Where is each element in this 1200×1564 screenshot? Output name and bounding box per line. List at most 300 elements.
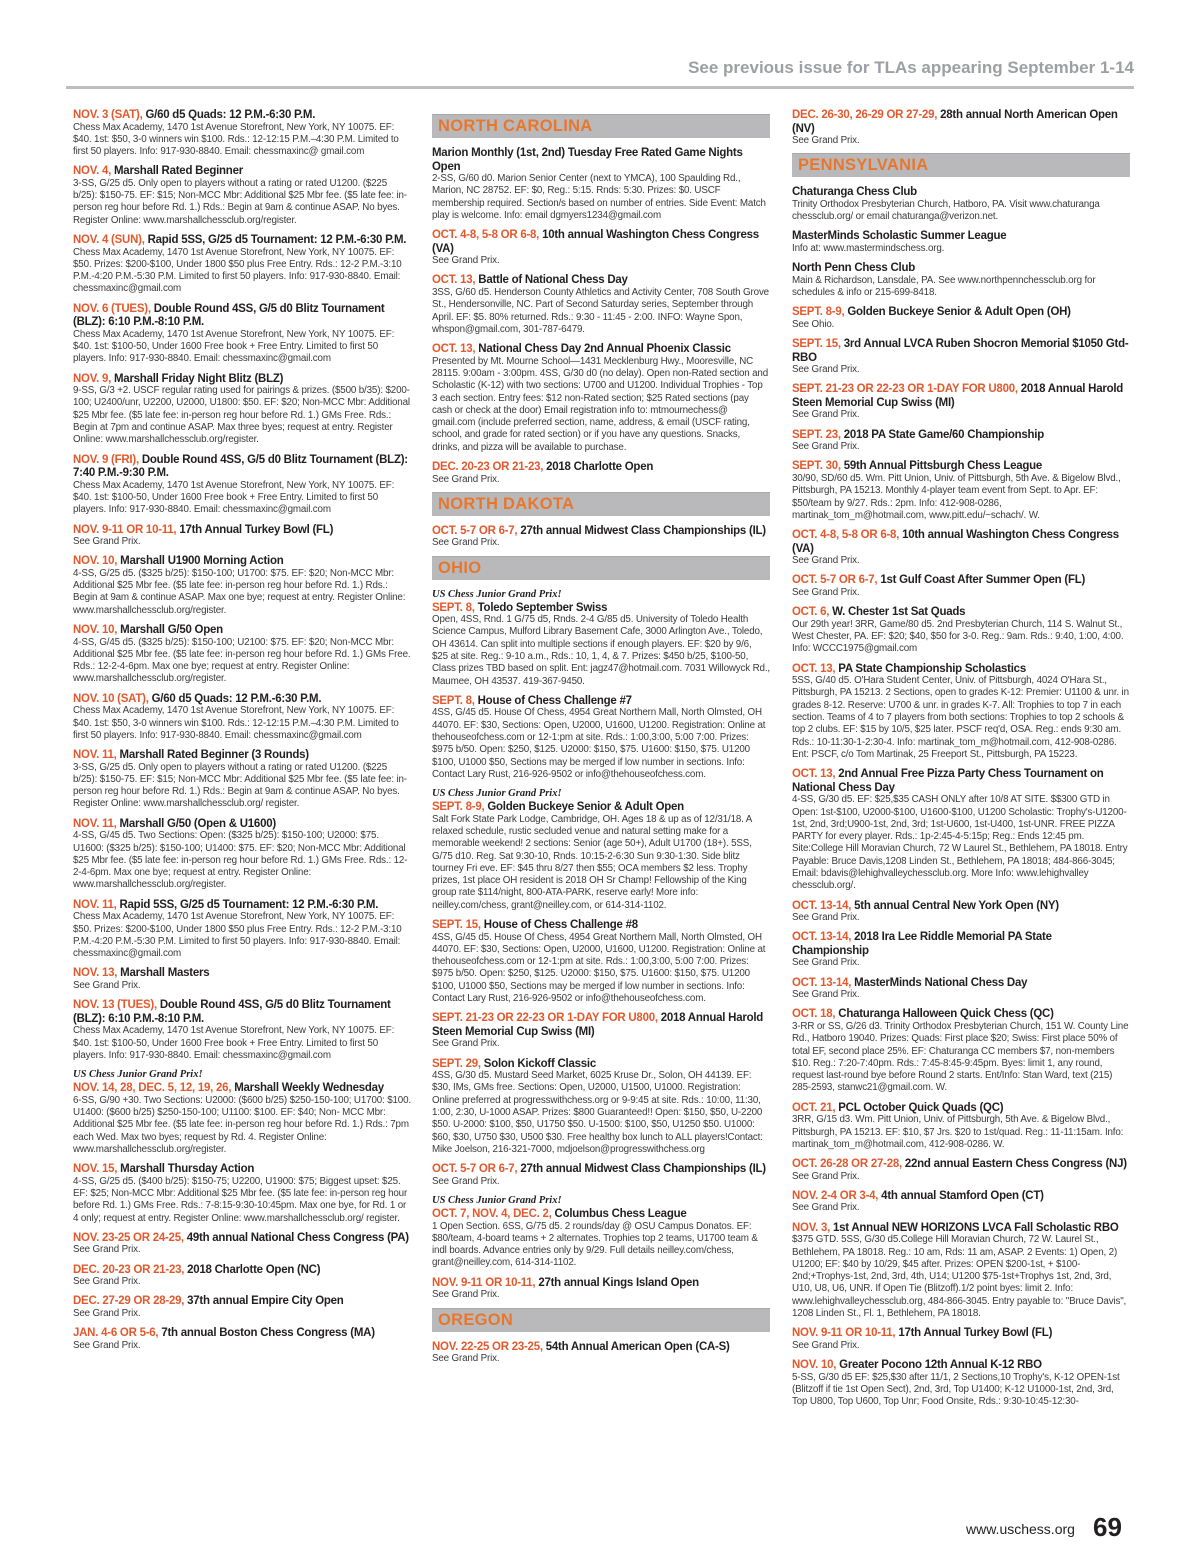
event-date: NOV. 9-11 OR 10-11, [792, 1325, 896, 1340]
event-name: G/60 d5 Quads: 12 P.M.-6:30 P.M. [142, 108, 316, 121]
event-listing [792, 573, 1130, 599]
event-name: 2nd Annual Free Pizza Party Chess Tournament on National Chess Day [792, 766, 1104, 794]
event-details: 5SS, G/40 d5. O'Hara Student Center, Univ. of Pittsburgh, 4024 O'Hara St., Pittsburgh, PA 15213. 2 Sections, open to grades K-12: Premier: U1100 & unr. in grades 8-12. Reserve: U700 & unr. in grades K-7. All: Trophies to top 7 in each section. Teams of 4 to 7 players from both sections: Trophies to top 2 schools & top 2 clubs. EF: $15 by 10/5, $25 later. PSCF req'd, OSA. Reg.: ends 9:30 am. Rds.: 10-11:30-1-2:30-4. Info: martinak_tom_m@hotmail.com, 412-908-0286. Ent: PSCF, c/o Tom Martinak, 25 Freeport St., Pittsburgh, PA 15223. [792, 675, 1129, 760]
event-title [792, 108, 1129, 135]
event-listing [73, 623, 411, 686]
event-listing [792, 1157, 1130, 1183]
event-details: Open, 4SS, Rnd. 1 G/75 d5, Rnds. 2-4 G/85 d5. University of Toledo Health Science Campus, Mulford Library Basement Cafe, 3000 Arlington Ave., Toledo, OH 43614. Can split into multiple sections if enough players. EF: $20 by 9/6, $25 at site. Reg.: 9-10 a.m., Rds.: 10, 1, 4, & 7. Prizes: $450 b/25, $100-50, Class prizes TBD based on split. Ent: jagz47@hotmail.com. 7031 Willowyck Rd., Maumee, OH 43537. 419-367-9450. [432, 614, 770, 687]
event-details: 4-SS, G/45 d5. Two Sections: Open: ($325 b/25): $150-100; U2000: $75. U1600: ($325 b/25): $150-100; U1400: $75. EF: $20; Non-MCC Mbr: Additional $25 Mbr fee. ($5 late fee: in-person reg hour before Rd. 1.) GMs Free. Rds.: 12-2-4-6pm. Max one bye; request at entry. Register Online: www.marshallchessclub.org/register. [73, 830, 408, 891]
event-details: See Grand Prix. [432, 1289, 500, 1301]
event-date: OCT. 13-14, [792, 897, 852, 912]
event-details: See Grand Prix. [432, 255, 500, 267]
event-date: NOV. 15, [73, 1161, 118, 1176]
event-name: Golden Buckeye Senior & Adult Open [484, 799, 684, 814]
event-title [792, 261, 1129, 275]
event-date: SEPT. 30, [792, 458, 841, 473]
event-title [432, 1011, 769, 1038]
event-listing [432, 588, 770, 688]
event-date: SEPT. 8-9, [432, 799, 485, 814]
event-details: 4-SS, G/25 d5. ($325 b/25): $150-100; U1700: $75. EF: $20; Non-MCC Mbr: Additional $25 Mbr fee. ($5 late fee: in-person reg hour before Rd. 1.) Rds.: Begin at 9am & continue ASAP. Max one bye; request at entry. Register Online: www.marshallchessclub.org/register. [73, 567, 406, 616]
event-date: SEPT. 8-9, [792, 304, 845, 319]
event-title [73, 966, 410, 980]
event-name: 10th annual Washington Chess Congress (VA) [432, 227, 759, 255]
event-details: 4SS, G/45 d5. House Of Chess, 4954 Great Northern Mall, North Olmsted, OH 44070. EF: $30, Sections: Open, U2000, U1600, U1200. Registration: Online at thehouseofchess.com or 12-1:pm at site. Rds.: 1:00,3:00, 5:00 7:00. Prizes: $975 b/50. Open: $250, $125. U2000: $150, $75. U1600: $150, $75. U1200 $100, U1000 $50, Sections may be merged if low number in sections. Info: Contact Lary Rust, 216-926-9502 or info@thehouseofchess.com. [432, 931, 766, 1005]
event-date: OCT. 18, [792, 1006, 836, 1021]
event-details: See Grand Prix. [792, 555, 860, 567]
event-date: OCT. 13, [792, 660, 836, 675]
event-date: JAN. 4-6 OR 5-6, [73, 1325, 159, 1340]
event-date: NOV. 13, [73, 965, 118, 980]
header-rule [66, 86, 1134, 89]
event-name: 2018 Annual Harold Steen Memorial Cup Swiss (MI) [792, 381, 1124, 409]
event-details: See Grand Prix. [432, 473, 500, 485]
event-details: 3SS, G/60 d5. Henderson County Athletics and Activity Center, 708 South Grove St., Hendersonville, NC. Part of Second Saturday series, September through April. EF: $5. 80% returned. Rds.: 9:30 - 11:45 - 2:00. INFO: Wayne Spon, whspon@gmail.com, 301-787-6479. [432, 286, 769, 335]
event-listing [792, 899, 1130, 925]
event-name: Golden Buckeye Senior & Adult Open (OH) [844, 304, 1071, 319]
event-listing [73, 233, 411, 296]
event-title [432, 1057, 769, 1071]
event-title [73, 623, 410, 637]
event-listing [792, 605, 1130, 655]
event-name: North Penn Chess Club [792, 260, 916, 275]
event-title [792, 662, 1129, 676]
event-date: OCT. 13, [792, 766, 836, 781]
event-listing [432, 273, 770, 336]
event-details: Trinity Orthodox Presbyterian Church, Hatboro, PA. Visit www.chaturanga chessclub.org/ or email chaturanga@verizon.net. [792, 198, 1100, 223]
event-name: 17th Annual Turkey Bowl (FL) [176, 521, 334, 536]
event-listing [73, 302, 411, 366]
event-listing [73, 1263, 411, 1289]
event-title [792, 767, 1129, 794]
event-date: OCT. 21, [792, 1099, 836, 1114]
event-details: See Grand Prix. [73, 1276, 141, 1288]
event-listing [432, 1276, 770, 1302]
event-listing [792, 1358, 1130, 1408]
event-title [792, 1157, 1129, 1171]
column-2 [432, 108, 770, 1498]
event-listing [792, 428, 1130, 454]
event-date: NOV. 9, [73, 370, 112, 385]
event-name: Marshall Weekly Wednesday [231, 1080, 384, 1095]
event-listing [792, 528, 1130, 567]
event-name: 1st Annual NEW HORIZONS LVCA Fall Scholastic RBO [830, 1219, 1119, 1234]
event-title [73, 1162, 410, 1176]
event-title [432, 342, 769, 356]
event-date: NOV. 22-25 OR 23-25, [432, 1338, 543, 1353]
event-date: SEPT. 21-23 OR 22-23 OR 1-DAY FOR U800, [432, 1010, 658, 1025]
event-listing [792, 108, 1130, 147]
event-date: OCT. 5-7 OR 6-7, [432, 1161, 518, 1176]
event-date: SEPT. 21-23 OR 22-23 OR 1-DAY FOR U800, [792, 381, 1018, 396]
event-name: 4th annual Stamford Open (CT) [878, 1187, 1044, 1202]
event-name: 2018 Charlotte Open (NC) [184, 1261, 321, 1276]
event-listing [792, 337, 1130, 376]
event-title [73, 233, 410, 247]
event-details: See Grand Prix. [432, 1038, 500, 1050]
event-listing [432, 694, 770, 781]
event-title [73, 1231, 410, 1245]
event-title [432, 1340, 769, 1354]
event-listing [73, 1294, 411, 1320]
event-details: 4-SS, G/30 d5. EF: $25,$35 CASH ONLY after 10/8 AT SITE. $$300 GTD in Open: 1st-$100, U2000-$100, U1600-$100, U1200 Scholastic: Trophy's-U1200-1st, 2nd, 3rd;U900-1st, 2nd, 3rd; 1st-U600, 1st-U400, 1st-UNR. FREE PIZZA PARTY for every player. Rds.: 1p-2:45-4-5:15p; Reg.: Ends 12:45 pm. Site:College Hill Moravian Church, 72 W Laurel St., Bethlehem, PA 18018. Entry Payable: Bruce Davis,1208 Linden St., Bethlehem, PA 18018; 484-866-3045; Email: bdavis@lehighvalleychessclub.org. More Info: www.lehighvalley chessclub.org/. [792, 794, 1128, 892]
event-name: 22nd annual Eastern Chess Congress (NJ) [901, 1156, 1127, 1171]
event-listing [73, 1326, 411, 1352]
event-listing [432, 342, 770, 454]
event-date: SEPT. 15, [792, 336, 841, 351]
event-date: NOV. 9-11 OR 10-11, [73, 521, 177, 536]
event-name: Double Round 4SS, G/5 d0 Blitz Tournament (BLZ): 6:10 P.M.-8:10 P.M. [73, 300, 385, 329]
event-listing [73, 898, 411, 961]
event-details: See Grand Prix. [432, 1175, 500, 1187]
event-name: Rapid 5SS, G/25 d5 Tournament: 12 P.M.-6:30 P.M. [144, 232, 407, 247]
event-name: Marshall Thursday Action [117, 1161, 255, 1176]
event-listing [792, 976, 1130, 1002]
event-details: 1 Open Section. 6SS, G/75 d5. 2 rounds/day @ OSU Campus Donatos. EF: $80/team, 4-board teams + 2 alternates. Trophies top 2 teams, U1700 team & indl boards. Advance entries only by 9/29. Full details neilley.com/chess, grant@neilley.com, 614-314-1102. [432, 1220, 758, 1269]
column-1 [73, 108, 411, 1498]
event-details: See Grand Prix. [792, 135, 860, 146]
event-title [792, 1221, 1129, 1235]
event-name: PCL October Quick Quads (QC) [835, 1099, 1004, 1114]
event-listing [792, 930, 1130, 969]
footer-url: www.uschess.org [966, 1521, 1075, 1537]
event-listing [73, 453, 411, 517]
event-name: 27th annual Kings Island Open [535, 1274, 699, 1289]
event-details: 2-SS, G/60 d0. Marion Senior Center (next to YMCA), 100 Spaulding Rd., Marion, NC 28752. EF: $0, Reg.: 5:15. Rnds: 5:30. Prizes: $0. USCF membership required. Section/s based on number of entries. Side Event: Match play is welcome. Info: email dgmyers1234@gmail.com [432, 173, 766, 221]
event-name: Double Round 4SS, G/5 d0 Blitz Tournament (BLZ): 6:10 P.M.-8:10 P.M. [73, 997, 391, 1025]
event-name: Double Round 4SS, G/5 d0 Blitz Tournament (BLZ): 7:40 P.M.-9:30 P.M. [73, 451, 408, 480]
event-name: Marshall Friday Night Blitz (BLZ) [111, 370, 284, 385]
event-date: NOV. 9-11 OR 10-11, [432, 1274, 536, 1289]
event-listing [792, 1221, 1130, 1321]
event-date: DEC. 27-29 OR 28-29, [73, 1293, 185, 1308]
event-details: See Grand Prix. [73, 1244, 141, 1256]
event-details: See Ohio. [792, 318, 835, 330]
event-listing [432, 787, 770, 912]
event-date: OCT. 6, [792, 604, 830, 619]
state-header: OREGON [432, 1308, 770, 1332]
event-name: Chaturanga Halloween Quick Chess (QC) [835, 1006, 1054, 1021]
event-date: NOV. 10, [73, 553, 118, 568]
event-name: MasterMinds Scholastic Summer League [792, 228, 1007, 243]
event-name: 5th annual Central New York Open (NY) [851, 897, 1059, 912]
event-listing [792, 185, 1130, 223]
event-details: 6-SS, G/90 +30. Two Sections: U2000: ($600 b/25) $250-150-100; U1700: $100. U1400: ($600 b/25) $250-150-100; U1100: $100. EF: $40; Non- MCC Mbr: Additional $25 Mbr fee. ($5 late fee: in-person reg hour before Rd. 1.) Rds.: 7pm each Wed. Max two byes; request by Rd. 4. Register Online: www.marshallchessclub.org/register. [73, 1094, 411, 1155]
event-title [73, 453, 410, 480]
event-title [432, 460, 769, 474]
event-title [432, 1207, 769, 1221]
event-title [792, 305, 1129, 319]
event-details: See Grand Prix. [432, 1353, 500, 1365]
event-details: 4SS, G/30 d5. Mustard Seed Market, 6025 Kruse Dr., Solon, OH 44139. EF: $30, IMs, GMs free. Sections: Open, U2000, U1500, U1000. Registration: Online preferred at progresswithchess.org or 9-9:45 at site. Rds.: 10:00, 11:30, 1:00, 2:30, U-1000 ASAP. Prizes: $800 Guaranteed!! Open: $150, $50, U-2200 $50. U-2000: $100, $50, U1750 $50. U-1500: $100, $50, U1250 $50. U1000: $60, $30, U750 $30, U500 $30. Free healthy box lunch to ALL players!Contact: Mike Joelson, 216-321-7000, mdjoelson@progresswithchess.org [432, 1070, 763, 1155]
event-name: 1st Gulf Coast After Summer Open (FL) [877, 572, 1086, 587]
event-details: See Grand Prix. [73, 1307, 141, 1319]
event-name: Rapid 5SS, G/25 d5 Tournament: 12 P.M.-6:30 P.M. [116, 896, 379, 911]
page-tagline: See previous issue for TLAs appearing September 1-14 [688, 58, 1134, 77]
event-name: 10th annual Washington Chess Congress (VA) [792, 527, 1119, 555]
event-name: Marshall Masters [117, 965, 210, 980]
event-details: See Grand Prix. [792, 912, 860, 924]
event-title [432, 1276, 769, 1290]
event-name: 27th annual Midwest Class Championships (IL) [517, 1161, 766, 1176]
event-name: Columbus Chess League [551, 1206, 687, 1221]
event-name: 3rd Annual LVCA Ruben Shocron Memorial $1050 Gtd-RBO [792, 336, 1129, 364]
event-details: Chess Max Academy, 1470 1st Avenue Storefront, New York, NY 10075. EF: $50. Prizes: $200-$100, Under 1800 $50 plus Free Entry. Rds.: 12-2 P.M.-3:10 P.M.-4:20 P.M.-5:30 P.M. Limited to first 50 players. Info: 917-930-8840. Email: chessmaxinc@gmail.com [73, 911, 402, 960]
event-title [792, 1189, 1129, 1203]
event-title [432, 1162, 769, 1176]
junior-grand-prix-label: US Chess Junior Grand Prix! [432, 588, 562, 600]
event-details: 3RR, G/15 d3. Wm. Pitt Union, Univ. of Pittsburgh, 5th Ave. & Bigelow Blvd., Pittsburgh, PA 15213. EF: $10, $7 Jrs. $20 to 1st/quad. Reg.: 11-11:15am. Info: martinak_tom_m@hotmail.com, 412-908-0286. W. [792, 1114, 1124, 1150]
event-date: NOV. 3 (SAT), [73, 108, 143, 121]
event-name: PA State Championship Scholastics [835, 660, 1026, 675]
event-name: Marshall G/50 (Open & U1600) [116, 815, 276, 830]
event-details: Our 29th year! 3RR, Game/80 d5. 2nd Presbyterian Church, 114 S. Walnut St., West Chester, PA. EF: $20; $40, $50 for 3-0. Reg.: 9am. Rds.: 9:40, 1:00, 4:00. Info: WCCC1975@gmail.com [792, 618, 1124, 655]
event-listing [432, 146, 770, 222]
event-details: Chess Max Academy, 1470 1st Avenue Storefront, New York, NY 10075. EF: $40. 1st: $50, 3-0 winners win $100. Rds.: 12-12:15 P.M.–4:30 P.M. Limited to first 50 players. Info: 917-930-8840. Email: chessmaxinc@gmail.com [73, 705, 399, 741]
event-date: DEC. 26-30, 26-29 OR 27-29, [792, 108, 938, 121]
event-name: G/60 d5 Quads: 12 P.M.-6:30 P.M. [148, 690, 322, 705]
event-name: 7th annual Boston Chess Congress (MA) [158, 1325, 375, 1340]
event-title [432, 601, 769, 615]
event-date: OCT. 13, [432, 272, 476, 287]
event-listing [73, 554, 411, 617]
event-title [73, 1081, 410, 1095]
event-details: See Grand Prix. [73, 979, 141, 991]
event-title [792, 1007, 1129, 1021]
event-listing [73, 108, 411, 158]
event-listing [792, 1189, 1130, 1215]
event-title [792, 573, 1129, 587]
event-details: See Grand Prix. [792, 1339, 860, 1351]
column-3 [792, 108, 1130, 1498]
event-listing [73, 966, 411, 992]
event-details: Chess Max Academy, 1470 1st Avenue Storefront, New York, NY 10075. EF: $40. 1st: $100-50, Under 1600 Free book + Free Entry. Limited to first 50 players. Info: 917-930-8840. Email: chessmaxinc@gmail.com [73, 479, 395, 516]
event-details: Chess Max Academy, 1470 1st Avenue Storefront, New York, NY 10075. EF: $50. Prizes: $200-$100, Under 1800 $50 plus Free Entry. Rds.: 12-2 P.M.-3:10 P.M.-4:20 P.M.-5:30 P.M. Limited to first 50 players. Info: 917-930-8840. Email: chessmaxinc@gmail.com [73, 246, 402, 295]
event-title [432, 228, 769, 255]
state-header: PENNSYLVANIA [792, 153, 1130, 177]
event-date: NOV. 10, [792, 1357, 837, 1372]
event-title [432, 800, 769, 814]
event-name: 59th Annual Pittsburgh Chess League [840, 458, 1043, 473]
event-date: NOV. 10 (SAT), [73, 690, 149, 705]
event-title [73, 164, 410, 178]
event-listing [792, 459, 1130, 522]
event-listing [792, 305, 1130, 331]
event-listing [432, 1011, 770, 1050]
event-date: NOV. 4 (SUN), [73, 232, 145, 247]
event-name: Marshall Rated Beginner [111, 163, 243, 178]
event-listing [792, 1326, 1130, 1352]
event-name: 37th annual Empire City Open [184, 1293, 344, 1308]
event-date: SEPT. 8, [432, 692, 475, 707]
event-listing [432, 460, 770, 486]
event-name: 17th Annual Turkey Bowl (FL) [895, 1325, 1053, 1340]
event-details: 4-SS, G/45 d5. ($325 b/25): $150-100; U2100: $75. EF: $20; Non-MCC Mbr: Additional $25 Mbr fee. ($5 late fee: in-person reg hour before Rd. 1.) GMs Free. Rds.: 12-2-4-6pm. Max one bye; request at entry. Register Online: www.marshallchessclub.org/register. [73, 636, 411, 685]
event-name: 27th annual Midwest Class Championships (IL) [517, 522, 766, 537]
junior-grand-prix-label: US Chess Junior Grand Prix! [432, 788, 562, 800]
event-date: OCT. 13-14, [792, 929, 852, 944]
event-details: See Grand Prix. [792, 957, 860, 969]
event-listing [432, 1194, 770, 1270]
event-name: Battle of National Chess Day [475, 272, 628, 287]
event-date: OCT. 5-7 OR 6-7, [792, 572, 878, 587]
event-listing [73, 1231, 411, 1257]
event-listing [73, 748, 411, 811]
event-title [432, 146, 769, 173]
event-title [792, 229, 1129, 243]
event-title [432, 524, 769, 538]
event-date: NOV. 13 (TUES), [73, 997, 157, 1012]
event-listing [73, 692, 411, 742]
event-date: NOV. 2-4 OR 3-4, [792, 1187, 879, 1202]
event-date: NOV. 23-25 OR 24-25, [73, 1229, 184, 1244]
junior-grand-prix-label: US Chess Junior Grand Prix! [73, 1069, 203, 1081]
event-date: DEC. 20-23 OR 21-23, [73, 1261, 185, 1276]
event-date: DEC. 20-23 OR 21-23, [432, 459, 544, 474]
event-title [792, 428, 1129, 442]
event-details: See Grand Prix. [792, 1202, 860, 1214]
event-details: 3-SS, G/25 d5. Only open to players without a rating or rated U1200. ($225 b/25): $150-75. EF: $15; Non-MCC Mbr: Additional $25 Mbr fee. ($5 late fee: in-person reg hour before Rd. 1.) Rds.: Begin at 9am & continue ASAP. No byes. Register Online: www.marshallchessclub.org/ register. [73, 761, 407, 810]
event-details: See Grand Prix. [73, 1339, 141, 1351]
event-listing [432, 1162, 770, 1188]
event-date: NOV. 11, [73, 815, 117, 830]
event-listing [73, 523, 411, 549]
event-title [792, 382, 1129, 409]
event-date: NOV. 11, [73, 747, 117, 762]
event-date: OCT. 4-8, 5-8 OR 6-8, [792, 527, 900, 542]
event-date: SEPT. 8, [432, 599, 475, 614]
event-name: 54th Annual American Open (CA-S) [542, 1338, 730, 1353]
event-listing [73, 1068, 411, 1156]
event-listing [432, 1057, 770, 1157]
event-name: MasterMinds National Chess Day [851, 974, 1028, 989]
event-title [792, 930, 1129, 957]
event-details: See Grand Prix. [792, 441, 860, 453]
event-listing [792, 1007, 1130, 1094]
event-listing [432, 524, 770, 550]
event-listing [792, 662, 1130, 762]
event-date: OCT. 4-8, 5-8 OR 6-8, [432, 227, 540, 242]
event-details: 3-SS, G/25 d5. Only open to players without a rating or rated U1200. ($225 b/25): $150-75. EF: $15; Non-MCC Mbr: Additional $25 Mbr fee. ($5 late fee: in-person reg hour before Rd. 1.) Rds.: Begin at 9am & continue ASAP. No byes. Register Online: www.marshallchessclub.org/register. [73, 177, 407, 226]
event-listing [73, 817, 411, 892]
event-name: 2018 Annual Harold Steen Memorial Cup Swiss (MI) [432, 1010, 764, 1038]
event-name: W. Chester 1st Sat Quads [829, 604, 966, 619]
event-details: See Grand Prix. [73, 536, 141, 548]
event-date: NOV. 14, 28, DEC. 5, 12, 19, 26, [73, 1080, 232, 1095]
event-name: 2018 Charlotte Open [543, 459, 654, 474]
event-name: Marshall Rated Beginner (3 Rounds) [116, 747, 309, 762]
event-name: Marion Monthly (1st, 2nd) Tuesday Free Rated Game Nights Open [432, 145, 743, 173]
event-date: NOV. 6 (TUES), [73, 300, 151, 315]
event-details: Chess Max Academy, 1470 1st Avenue Storefront, New York, NY 10075. EF: $40. 1st: $50, 3-0 winners win $100. Rds.: 12-12:15 P.M.–4:30 P.M. Limited to first 50 players. Info: 917-930-8840. Email: chessmaxinc@ gmail.com [73, 121, 399, 158]
event-date: NOV. 3, [792, 1219, 831, 1234]
event-details: Main & Richardson, Lansdale, PA. See www.northpennchessclub.org for schedules & info or 215-699-8418. [792, 274, 1096, 298]
event-name: 28th annual North American Open (NV) [792, 108, 1118, 135]
event-name: Marshall U1900 Morning Action [117, 553, 284, 568]
event-details: See Grand Prix. [792, 989, 860, 1001]
event-listing [792, 382, 1130, 421]
event-name: 49th annual National Chess Congress (PA) [183, 1229, 409, 1244]
event-details: 30/90, SD/60 d5. Wm. Pitt Union, Univ. of Pittsburgh, 5th Ave. & Bigelow Blvd., Pittsburgh, PA 15213. Monthly 4-player team event from Sept. to Apr. EF: $50/team by 9/27. Rds.: 2pm. Info: 412-908-0286, martinak_tom_m@hotmail.com, www.pitt.edu/~schach/. W. [792, 472, 1121, 521]
event-title [73, 817, 410, 831]
event-title [73, 998, 410, 1025]
page-number: 69 [1093, 1512, 1122, 1542]
state-header: OHIO [432, 556, 770, 580]
event-listing [73, 998, 411, 1062]
event-details: $375 GTD. 5SS, G/30 d5.College Hill Moravian Church, 72 W. Laurel St., Bethlehem, PA 18018. Reg.: 10 am, Rds: 11 am, ASAP. 2 Events: 1) Open, 2) U1200; EF: $40 by 10/29, $45 after. Prizes: OPEN $200-1st, + $100-2nd;+Trophys-1st, 2nd, 3rd, 4th, U14; U1200 $75-1st+Trophys 1st, 2nd, 3rd, U10, U8, U6, UNR. If Open Tie (Blitzoff).1/2 point byes: limit 2. Info: www.lehighvalleychessclub.org, 484-866-3045. Entry payable to: "Bruce Davis", 1208 Linden St., Fl. 1, Bethlehem, PA 18018. [792, 1234, 1127, 1320]
event-date: OCT. 13-14, [792, 974, 852, 989]
event-title [73, 1294, 410, 1308]
event-details: 5-SS, G/30 d5 EF: $25,$30 after 11/1, 2 Sections,10 Trophy's, K-12 OPEN-1st (Blitzoff if tie 1st Open Sect), 2nd, 3rd, Top U1400; K-12 U1000-1st, 2nd, 3rd, Top U800, Top U600, Top Unr; Food Onsite, Rds.: 9:30-10:45-12:30- [792, 1371, 1120, 1408]
event-title [73, 108, 410, 122]
event-name: Marshall G/50 Open [117, 622, 223, 637]
event-listing [432, 1340, 770, 1366]
event-details: Chess Max Academy, 1470 1st Avenue Storefront, New York, NY 10075. EF: $40. 1st: $100-50, Under 1600 Free book + Free Entry. Limited to first 50 players. Info: 917-930-8840. Email: chessmaxinc@gmail.com [73, 1025, 395, 1061]
event-name: 2018 PA State Game/60 Championship [840, 426, 1044, 441]
event-title [73, 898, 410, 912]
event-title [73, 748, 410, 762]
event-name: 2018 Ira Lee Riddle Memorial PA State Championship [792, 929, 1052, 957]
event-title [432, 694, 769, 708]
event-name: Chaturanga Chess Club [792, 184, 917, 199]
event-date: SEPT. 23, [792, 426, 841, 441]
event-name: House of Chess Challenge #7 [474, 692, 632, 707]
event-title [792, 899, 1129, 913]
event-title [792, 976, 1129, 990]
event-title [792, 337, 1129, 364]
event-listing [792, 767, 1130, 892]
event-title [792, 528, 1129, 555]
event-title [73, 523, 410, 537]
event-date: OCT. 7, NOV. 4, DEC. 2, [432, 1206, 552, 1221]
event-title [73, 302, 410, 329]
event-title [792, 185, 1129, 199]
event-title [792, 1326, 1129, 1340]
event-title [73, 554, 410, 568]
event-details: 4SS, G/45 d5. House Of Chess, 4954 Great Northern Mall, North Olmsted, OH 44070. EF: $30, Sections: Open, U2000, U1600, U1200. Registration: Online at thehouseofchess.com or 12-1:pm at site. Rds.: 1:00,3:00, 5:00 7:00. Prizes: $975 b/50. Open: $250, $125. U2000: $150, $75. U1600: $150, $75. U1200 $100, U1000 $50, Sections may be merged if low number in sections. Info: Contact Lary Rust, 216-926-9502 or info@thehouseofchess.com. [432, 707, 766, 780]
event-details: 3-RR or SS, G/26 d3. Trinity Orthodox Presbyterian Church, 151 W. County Line Rd., Hatboro 19040. Prizes: Quads: First place $20; Swiss: First place 50% of total EF, second place 25%. EF: Chaturanga CC members $7, non-members $10. Reg.: 7:20-7:40pm. Rds.: 7:45-8:45-9:45pm. Byes: limit 1, any round, request last-round bye before Round 2 starts. Ent/Info: Stan Ward, text (215) 285-2593, stanwc21@gmail.com. W. [792, 1020, 1129, 1094]
event-title [432, 918, 769, 932]
event-name: Toledo September Swiss [474, 599, 608, 614]
event-listing [792, 261, 1130, 299]
event-details: Chess Max Academy, 1470 1st Avenue Storefront, New York, NY 10075. EF: $40. 1st: $100-50, Under 1600 Free book + Free Entry. Limited to first 50 players. Info: 917-930-8840. Email: chessmaxinc@gmail.com [73, 328, 395, 365]
event-listing [73, 1162, 411, 1225]
event-title [73, 1263, 410, 1277]
event-title [792, 1358, 1129, 1372]
event-details: See Grand Prix. [792, 1170, 860, 1182]
event-date: NOV. 11, [73, 896, 117, 911]
event-title [792, 605, 1129, 619]
event-date: NOV. 9 (FRI), [73, 451, 139, 466]
event-listing [792, 229, 1130, 255]
event-title [73, 1326, 410, 1340]
event-details: Salt Fork State Park Lodge, Cambridge, OH. Ages 18 & up as of 12/31/18. A relaxed schedule, rustic secluded venue and natural setting make for a memorable weekend! 2 sections: Senior (age 50+), Adult U1700 (18+). 5SS, G/75 d10. Reg. Sat 9:30-10, Rnds. 10:15-2-6:30 Sun 9:30-1:30. Side blitz tourney Fri eve. EF: $45 thru 8/27 then $55; OCA members $2 less. Trophy prizes, 1st place OH resident is 2018 OH Sr Champ! Fellowship of the King group rate $114/night, 800-ATA-PARK, reserve early! More info: neilley.com/chess, grant@neilley.com, or 614-314-1102. [432, 813, 752, 911]
event-name: Solon Kickoff Classic [480, 1055, 596, 1070]
event-details: See Grand Prix. [792, 586, 860, 598]
junior-grand-prix-label: US Chess Junior Grand Prix! [432, 1195, 562, 1207]
event-listing [432, 918, 770, 1005]
event-name: House of Chess Challenge #8 [480, 917, 638, 932]
event-date: OCT. 13, [432, 341, 476, 356]
state-header: NORTH CAROLINA [432, 114, 770, 138]
event-listing [73, 372, 411, 447]
event-details: 9-SS, G/3 +2. USCF regular rating used for pairings & prizes. ($500 b/35): $200-100; U2400/unr, U2200, U2000, U1800: $50. EF: $20; Non-MCC Mbr: Additional $25 Mbr fee. ($5 late fee: in-person reg hour before Rd. 1.) GMs Free. Rds.: Begin at 7pm and continue ASAP. Max three byes; request at entry. Register Online: www.marshallchessclub.org/register. [73, 385, 410, 446]
event-name: National Chess Day 2nd Annual Phoenix Classic [475, 341, 731, 356]
event-date: SEPT. 29, [432, 1055, 481, 1070]
event-date: SEPT. 15, [432, 917, 481, 932]
event-listing [792, 1101, 1130, 1151]
event-details: Presented by Mt. Mourne School—1431 Mecklenburg Hwy., Mooresville, NC 28115. 9:00am - 3:00pm. 4SS, G/30 d0 (no delay). Open non-Rated section and Scholastic (K-12) with two sections: U700 and U1200. Individual Trophies - Top 3 each section. Entry fees: $12 non-Rated section; $25 Rated sections (pay cash or check at the door) Email registration info to: mtmournechess@ gmail.com (include preferred section, name, address, & email (USCF rating, school, and grade for rated section) or if you have any questions. Snacks, drinks, and pizza will be available to purchase. [432, 355, 769, 453]
event-date: NOV. 4, [73, 163, 112, 178]
